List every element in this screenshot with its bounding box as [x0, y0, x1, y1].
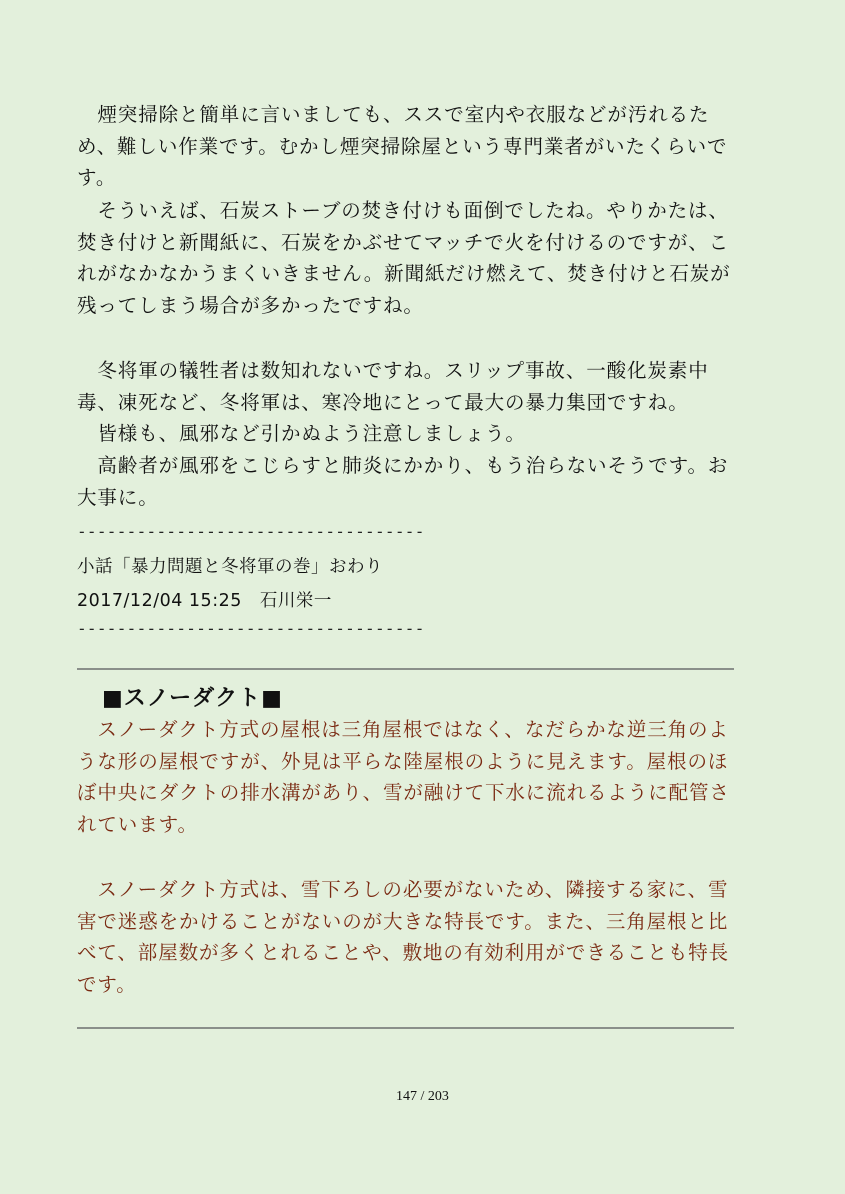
- paragraph-elderly: 高齢者が風邪をこじらすと肺炎にかかり、もう治らないそうです。お大事に。: [77, 454, 729, 509]
- separator-line-bottom: -----------------------------------: [77, 619, 425, 638]
- paragraph-chimney-sweeping: 煙突掃除と簡単に言いましても、ススで室内や衣服などが汚れるため、難しい作業です。むかし煙突掃除屋という専門業者がいたくらいです。: [77, 103, 728, 189]
- paragraph-caution: 皆様も、風邪など引かぬよう注意しましょう。: [77, 422, 526, 445]
- paragraph-winter-general: 冬将軍の犠牲者は数知れないですね。スリップ事故、一酸化炭素中毒、凍死など、冬将軍は、寒冷地にとって最大の暴力集団ですね。: [77, 359, 709, 414]
- separator-line-top: -----------------------------------: [77, 522, 425, 541]
- paragraph-snow-duct-benefits: スノーダクト方式は、雪下ろしの必要がないため、隣接する家に、雪害で迷惑をかけることがないのが大きな特長です。また、三角屋根と比べて、部屋数が多くとれることや、敷地の有効利用ができることも特長です。: [77, 878, 730, 996]
- paragraph-coal-stove: そういえば、石炭ストーブの焚き付けも面倒でしたね。やりかたは、焚き付けと新聞紙に、石炭をかぶせてマッチで火を付けるのですが、これがなかなかうまくいきません。新聞紙だけ燃えて、焚き付けと石炭が残ってしまう場合が多かったですね。: [77, 199, 731, 317]
- page-number: 147 / 203: [396, 1089, 449, 1104]
- section-heading-snow-duct: ■スノーダクト■: [102, 686, 283, 711]
- section-divider-top: [77, 668, 734, 670]
- section-divider-bottom: [77, 1027, 734, 1029]
- paragraph-snow-duct-roof: スノーダクト方式の屋根は三角屋根ではなく、なだらかな逆三角のような形の屋根ですが、外見は平らな陸屋根のように見えます。屋根のほぼ中央にダクトの排水溝があり、雪が融けて下水に流れるように配管されています。: [77, 718, 730, 836]
- closing-title: 小話「暴力問題と冬将軍の巻」おわり: [77, 557, 383, 577]
- closing-date-author: 2017/12/04 15:25 石川栄一: [77, 591, 332, 611]
